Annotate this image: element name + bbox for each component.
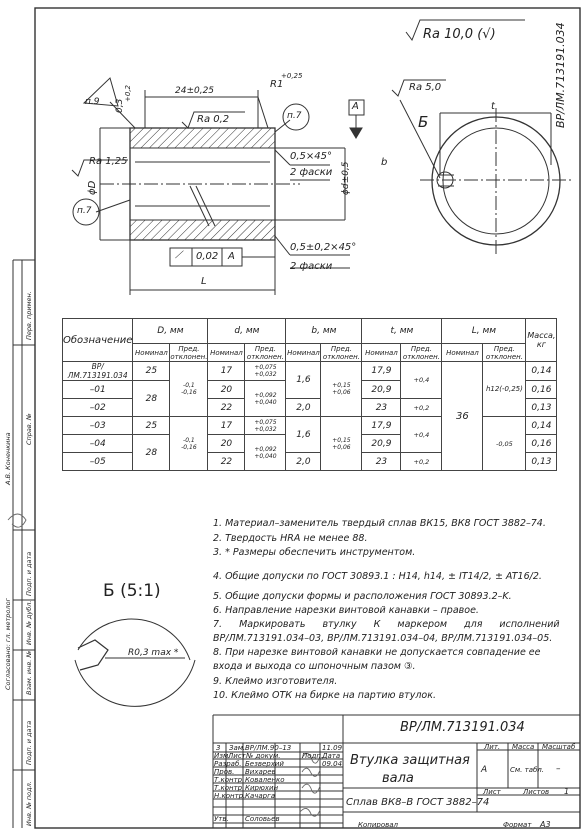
role-name: Коваленко (245, 776, 285, 784)
side-note-name: А.В. Коненкина (4, 432, 12, 485)
note-line: 7. Маркировать втулку К маркером для исполнений (213, 619, 560, 630)
dim-length: L (201, 276, 207, 287)
mass-value: См. табл. (510, 766, 545, 774)
role: Утв. (214, 815, 229, 823)
table-row: –03 25 -0,1 -0,16 17 +0,075 +0,032 1,6 +0,15 +0,06 17,9 +0,4 -0,05 0,14 (63, 417, 557, 435)
dim-r1-tol: +0,25 (281, 72, 303, 80)
scale-value: – (556, 764, 561, 774)
h-nom: Номинал (208, 344, 245, 362)
h-nom: Номинал (442, 344, 483, 362)
side-label: Справ. № (25, 413, 33, 445)
table-row: ВР/ЛМ.713191.034 25 -0,1 -0,16 17 +0,075 +0,032 1,6 +0,15 +0,06 17,9 +0,4 36 h12(-0,25) 0,14 (63, 362, 557, 381)
role: Т.контр. (214, 784, 245, 792)
chamfer-2: 0,5±0,2×45° (290, 242, 357, 253)
dim-03-tol: +0,2 (124, 85, 132, 102)
lit-value: А (481, 765, 488, 775)
note-line: 3. * Размеры обеспечить инструментом. (213, 547, 416, 558)
rev-date: 11.09 (322, 744, 343, 752)
hdr-date: Дата (322, 752, 341, 760)
role-name: Вихарев (245, 768, 276, 776)
h-dev: Пред. отклонен. (322, 344, 360, 361)
table-row: –01 28 20 +0,092 +0,040 20,9 0,16 (63, 381, 557, 399)
hdr-doc: № докум. (246, 752, 281, 760)
part-name-1: Втулка защитная (350, 753, 470, 768)
dim-b: b (381, 157, 388, 168)
note-line: 4. Общие допуски по ГОСТ 30893.1 : H14, h14, ± IT14/2, ± AT16/2. (213, 571, 542, 582)
dim-03: 0,3 (115, 98, 125, 113)
roughness-general: Ra 10,0 (√) (423, 27, 496, 42)
rev-izm: 3 (216, 744, 221, 752)
side-label: Подп. и дата (25, 551, 33, 596)
material: Сплав ВК8–В ГОСТ 3882–74 (346, 797, 490, 808)
group-t: t, мм (362, 319, 442, 344)
copied-label: Копировал (358, 821, 398, 829)
h-dev: Пред. отклонен. (170, 344, 208, 361)
role: Разраб. (214, 760, 242, 768)
note-ref-7b: п.7 (77, 206, 92, 216)
chamfer-2-sub: 2 фаски (290, 261, 333, 272)
view-b-label: Б (418, 113, 429, 131)
note-line: 5. Общие допуски формы и расположения ГОСТ 30893.2–K. (213, 591, 512, 602)
table-row: –05 22 2,0 23 +0,2 0,13 (63, 453, 557, 471)
role-date: 09.04 (322, 760, 343, 768)
scale-label: Масштаб (542, 743, 576, 751)
dim-r1: R1 (270, 79, 284, 90)
col-mass: Масса, кг (526, 319, 557, 362)
hdr-list: Лист (228, 752, 246, 760)
note-line: 8. При нарезке винтовой канавки не допускается совпадение ее (213, 647, 541, 658)
sheets-label: Листов (523, 788, 550, 796)
role-name: Соловьев (245, 815, 280, 823)
dim-phi-d-inner: ϕd±0,5 (341, 161, 351, 195)
sheets-value: 1 (564, 787, 570, 796)
doc-code-rotated: ВР/ЛМ.713191.034 (554, 22, 567, 128)
roughness-inner: Ra 0,2 (197, 114, 230, 125)
spec-table (62, 318, 557, 471)
note-ref-9: п.9 (85, 97, 100, 107)
note-line: 6. Направление нарезки винтовой канавки – правое. (213, 605, 479, 616)
rev-list: Зам. (229, 744, 246, 752)
h-dev: Пред. отклонен. (246, 344, 284, 361)
role-name: Безверхий (245, 760, 284, 768)
h-dev: Пред. отклонен. (483, 344, 526, 362)
tolerance-value: 0,02 (196, 251, 219, 262)
rev-doc: ВР/ЛМ.90–13 (245, 744, 292, 752)
mass-label: Масса (512, 743, 535, 751)
note-line: 2. Твердость HRA не менее 88. (213, 533, 368, 544)
detail-title: Б (5:1) (103, 581, 161, 601)
roughness-left: Ra 1,25 (89, 156, 128, 167)
tolerance-symbol: ⟋ (175, 250, 182, 261)
tolerance-base: A (228, 251, 235, 262)
part-name-2: вала (382, 771, 414, 786)
col-designation: Обозначение (63, 319, 133, 362)
format-value: А3 (540, 820, 551, 829)
role: Пров. (214, 768, 235, 776)
base-a-label: A (352, 101, 359, 112)
role: Н.контр. (214, 792, 246, 800)
chamfer-1: 0,5×45° (290, 151, 333, 162)
side-label: Инв. № дубл. (25, 600, 33, 645)
dim-24: 24±0,25 (175, 86, 215, 96)
h-nom: Номинал (362, 344, 401, 362)
detail-radius: R0,3 max * (128, 648, 179, 658)
side-label: Инв. № подл. (25, 781, 33, 826)
side-note-approval: Согласовано: гл. метролог (4, 598, 12, 690)
role-name: Кирюхин (245, 784, 279, 792)
role: Т.контр. (214, 776, 245, 784)
dim-phi-d-outer: ϕD (87, 180, 98, 195)
side-label: Подп. и дата (25, 720, 33, 765)
note-line: 10. Клеймо ОТК на бирке на партию втулок. (213, 690, 436, 701)
group-L: L, мм (442, 319, 526, 344)
h-dev: Пред. отклонен. (402, 344, 440, 361)
group-d: d, мм (208, 319, 286, 344)
hdr-sign: Подп. (302, 752, 324, 760)
lit-label: Лит. (484, 743, 501, 751)
hdr-izm: Изм. (214, 752, 231, 760)
note-line: ВР/ЛМ.713191.034–03, ВР/ЛМ.713191.034–04, ВР/ЛМ.713191.034–05. (213, 633, 553, 644)
roughness-top: Ra 5,0 (409, 82, 442, 93)
side-label: Взам. инв. № (25, 650, 33, 695)
note-line: 9. Клеймо изготовителя. (213, 676, 338, 687)
note-ref-7a: п.7 (287, 111, 302, 121)
format-label: Формат (503, 821, 532, 829)
note-line: входа и выхода со шпоночным пазом ③. (213, 661, 416, 672)
role-name: Качарга (245, 792, 276, 800)
h-nom: Номинал (133, 344, 170, 362)
group-D: D, мм (133, 319, 208, 344)
chamfer-1-sub: 2 фаски (290, 167, 333, 178)
group-b: b, мм (286, 319, 362, 344)
sheet-label: Лист (483, 788, 501, 796)
side-label: Перв. примен. (25, 291, 33, 340)
doc-code: ВР/ЛМ.713191.034 (400, 720, 525, 735)
table-row: –04 28 20 +0,092 +0,040 20,9 0,16 (63, 435, 557, 453)
note-line: 1. Материал–заменитель твердый сплав ВК15, ВК8 ГОСТ 3882–74. (213, 518, 546, 529)
h-nom: Номинал (286, 344, 321, 362)
dim-t: t (491, 101, 495, 112)
table-row: –02 22 2,0 23 +0,2 0,13 (63, 399, 557, 417)
